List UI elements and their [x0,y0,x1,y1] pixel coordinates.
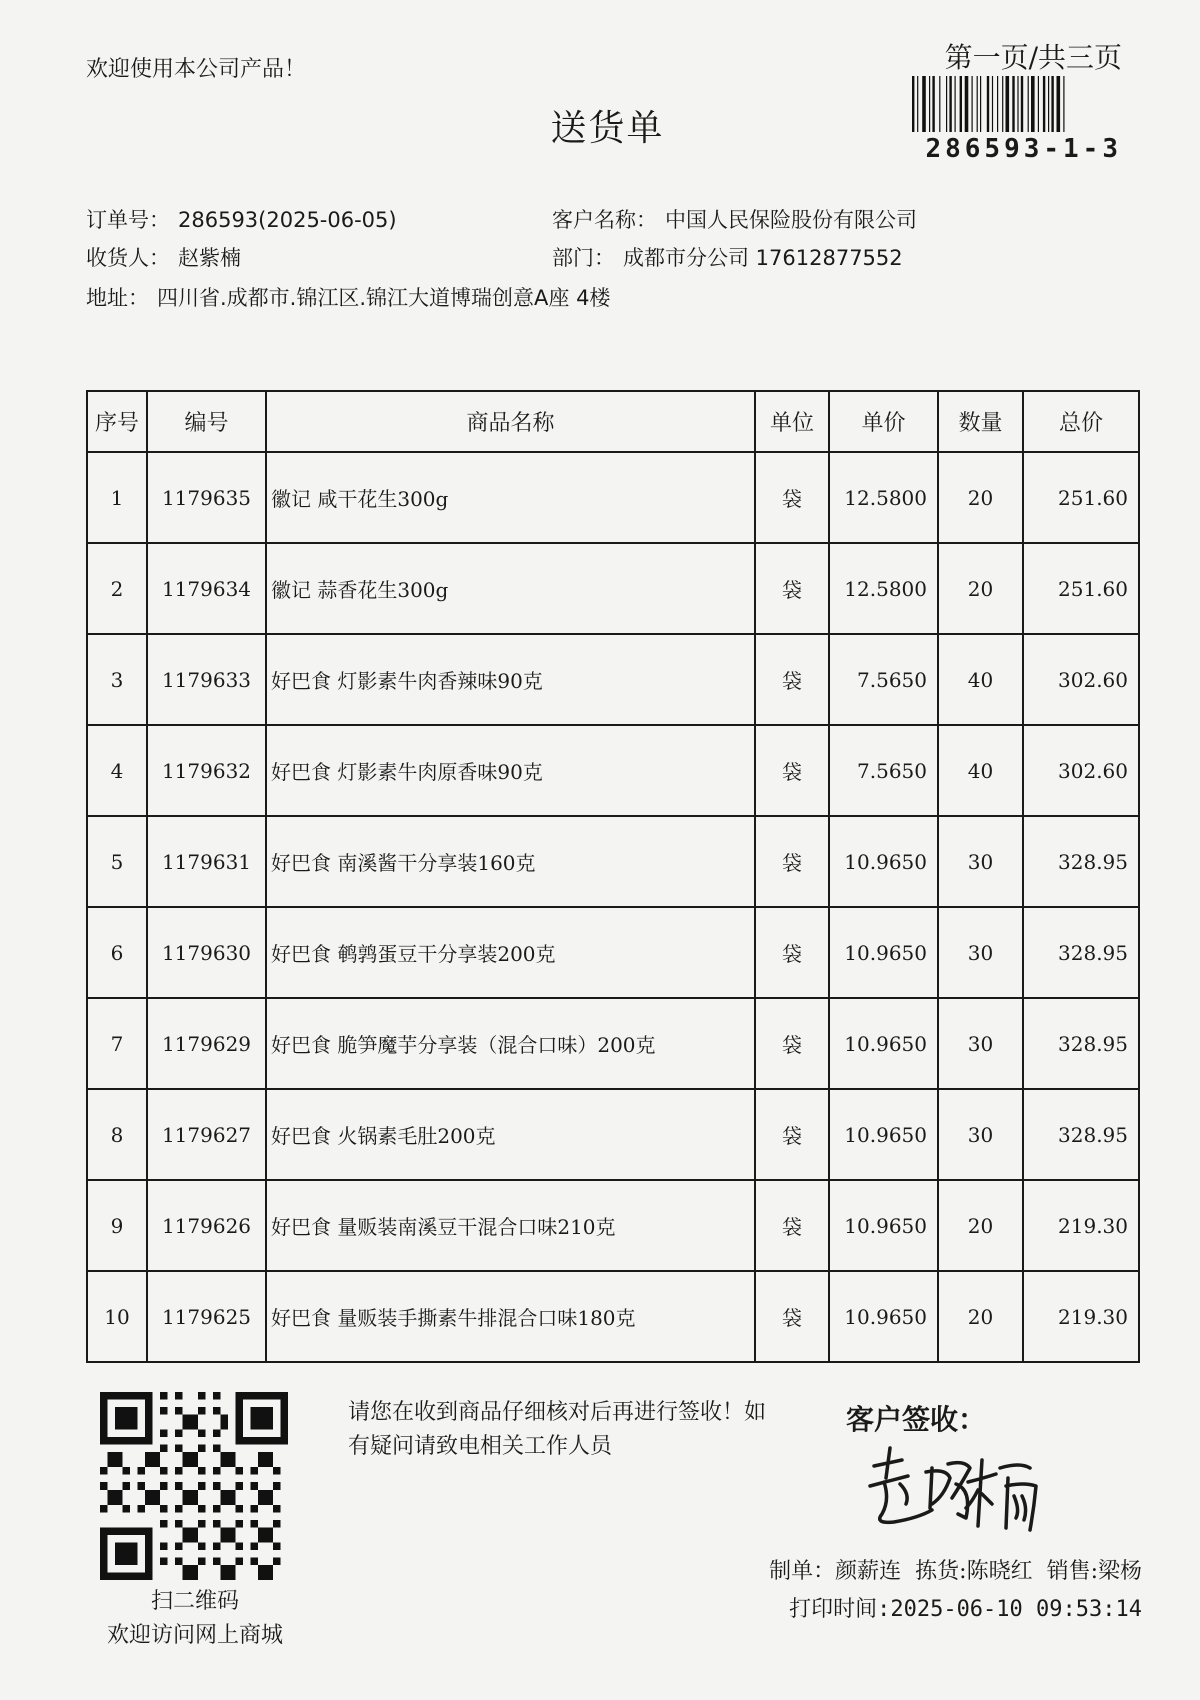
row-quantity: 30 [938,816,1023,907]
table-row [87,725,1139,816]
row-total: 328.95 [1023,1089,1139,1180]
row-total: 302.60 [1023,634,1139,725]
row-unit: 袋 [755,1089,829,1180]
row-quantity: 40 [938,634,1023,725]
row-product-name: 徽记 蒜香花生300g [266,543,755,634]
row-code: 1179635 [147,452,266,543]
row-code: 1179634 [147,543,266,634]
table-row [87,816,1139,907]
row-index: 4 [87,725,147,816]
row-product-name: 好巴食 量贩装南溪豆干混合口味210克 [266,1180,755,1271]
row-index: 5 [87,816,147,907]
row-quantity: 30 [938,998,1023,1089]
receiver-label: 收货人： [86,246,170,270]
table-row [87,998,1139,1089]
col-header-code: 编号 [147,391,266,452]
barcode-number: 286593-1-3 [925,134,1122,164]
row-code: 1179626 [147,1180,266,1271]
department-label: 部门： [552,246,615,270]
row-unit: 袋 [755,998,829,1089]
address-label: 地址： [86,286,149,310]
table-row [87,452,1139,543]
row-unit: 袋 [755,452,829,543]
row-product-name: 好巴食 量贩装手撕素牛排混合口味180克 [266,1271,755,1362]
table-row [87,1180,1139,1271]
row-quantity: 20 [938,1180,1023,1271]
row-unit-price: 12.5800 [829,452,938,543]
order-number-value: 286593(2025-06-05) [178,208,397,232]
page-number: 第一页/共三页 [944,41,1122,74]
row-index: 7 [87,998,147,1089]
row-code: 1179630 [147,907,266,998]
row-total: 251.60 [1023,452,1139,543]
row-unit: 袋 [755,816,829,907]
table-row [87,543,1139,634]
row-unit-price: 10.9650 [829,907,938,998]
row-unit: 袋 [755,725,829,816]
row-code: 1179625 [147,1271,266,1362]
row-quantity: 20 [938,1271,1023,1362]
row-quantity: 20 [938,543,1023,634]
row-unit-price: 10.9650 [829,1089,938,1180]
col-header-unit: 单位 [755,391,829,452]
row-unit: 袋 [755,907,829,998]
picker: 拣货:陈晓红 [915,1559,1033,1584]
row-unit: 袋 [755,1180,829,1271]
row-unit-price: 10.9650 [829,998,938,1089]
row-index: 6 [87,907,147,998]
col-header-index: 序号 [87,391,147,452]
row-quantity: 30 [938,907,1023,998]
row-unit-price: 10.9650 [829,816,938,907]
department [552,242,903,272]
row-total: 328.95 [1023,907,1139,998]
row-total: 328.95 [1023,816,1139,907]
row-quantity: 20 [938,452,1023,543]
row-code: 1179632 [147,725,266,816]
row-product-name: 好巴食 火锅素毛肚200克 [266,1089,755,1180]
table-header-row [87,391,1139,452]
row-total: 219.30 [1023,1271,1139,1362]
row-total: 328.95 [1023,998,1139,1089]
row-unit-price: 12.5800 [829,543,938,634]
row-unit-price: 10.9650 [829,1180,938,1271]
row-unit: 袋 [755,634,829,725]
barcode [910,76,1120,132]
receiver [86,242,241,272]
customer-name-label: 客户名称： [552,208,657,232]
row-index: 10 [87,1271,147,1362]
row-code: 1179631 [147,816,266,907]
customer-sign-label: 客户签收： [846,1403,987,1436]
table-row [87,1271,1139,1362]
row-code: 1179629 [147,998,266,1089]
customer-name-value: 中国人民保险股份有限公司 [665,208,917,232]
row-index: 1 [87,452,147,543]
row-total: 251.60 [1023,543,1139,634]
welcome-text: 欢迎使用本公司产品！ [86,57,307,82]
row-unit-price: 7.5650 [829,634,938,725]
qr-caption-shop: 欢迎访问网上商城 [106,1623,283,1648]
row-code: 1179627 [147,1089,266,1180]
print-time: 打印时间:2025-06-10 09:53:14 [789,1597,1142,1622]
row-product-name: 徽记 咸干花生300g [266,452,755,543]
address [86,282,610,312]
col-header-total: 总价 [1023,391,1139,452]
table-row [87,1089,1139,1180]
qr-code [100,1392,288,1580]
items-table [86,390,1140,1363]
document-title: 送货单 [550,108,665,149]
staff-line [755,1554,1142,1585]
row-unit: 袋 [755,543,829,634]
order-number [86,204,397,234]
row-quantity: 40 [938,725,1023,816]
department-value: 成都市分公司 17612877552 [623,246,903,270]
col-header-quantity: 数量 [938,391,1023,452]
row-quantity: 30 [938,1089,1023,1180]
row-product-name: 好巴食 南溪酱干分享装160克 [266,816,755,907]
table-row [87,907,1139,998]
row-product-name: 好巴食 灯影素牛肉原香味90克 [266,725,755,816]
row-product-name: 好巴食 灯影素牛肉香辣味90克 [266,634,755,725]
address-value: 四川省.成都市.锦江区.锦江大道博瑞创意A座 4楼 [157,286,611,310]
row-index: 9 [87,1180,147,1271]
customer-name [552,204,917,234]
order-number-label: 订单号： [86,208,170,232]
col-header-product-name: 商品名称 [266,391,755,452]
seller: 销售:梁杨 [1046,1559,1142,1584]
row-total: 219.30 [1023,1180,1139,1271]
customer-signature [860,1438,1050,1538]
row-index: 2 [87,543,147,634]
row-unit-price: 10.9650 [829,1271,938,1362]
row-index: 8 [87,1089,147,1180]
col-header-unit-price: 单价 [829,391,938,452]
row-product-name: 好巴食 鹌鹑蛋豆干分享装200克 [266,907,755,998]
row-total: 302.60 [1023,725,1139,816]
qr-caption-scan: 扫二维码 [150,1589,239,1614]
row-code: 1179633 [147,634,266,725]
row-index: 3 [87,634,147,725]
maker: 制单：颜薪连 [769,1559,902,1584]
row-unit-price: 7.5650 [829,725,938,816]
table-row [87,634,1139,725]
receiver-value: 赵紫楠 [178,246,241,270]
notice-text: 请您在收到商品仔细核对后再进行签收！如有疑问请致电相关工作人员 [348,1400,767,1459]
row-unit: 袋 [755,1271,829,1362]
row-product-name: 好巴食 脆笋魔芋分享装（混合口味）200克 [266,998,755,1089]
